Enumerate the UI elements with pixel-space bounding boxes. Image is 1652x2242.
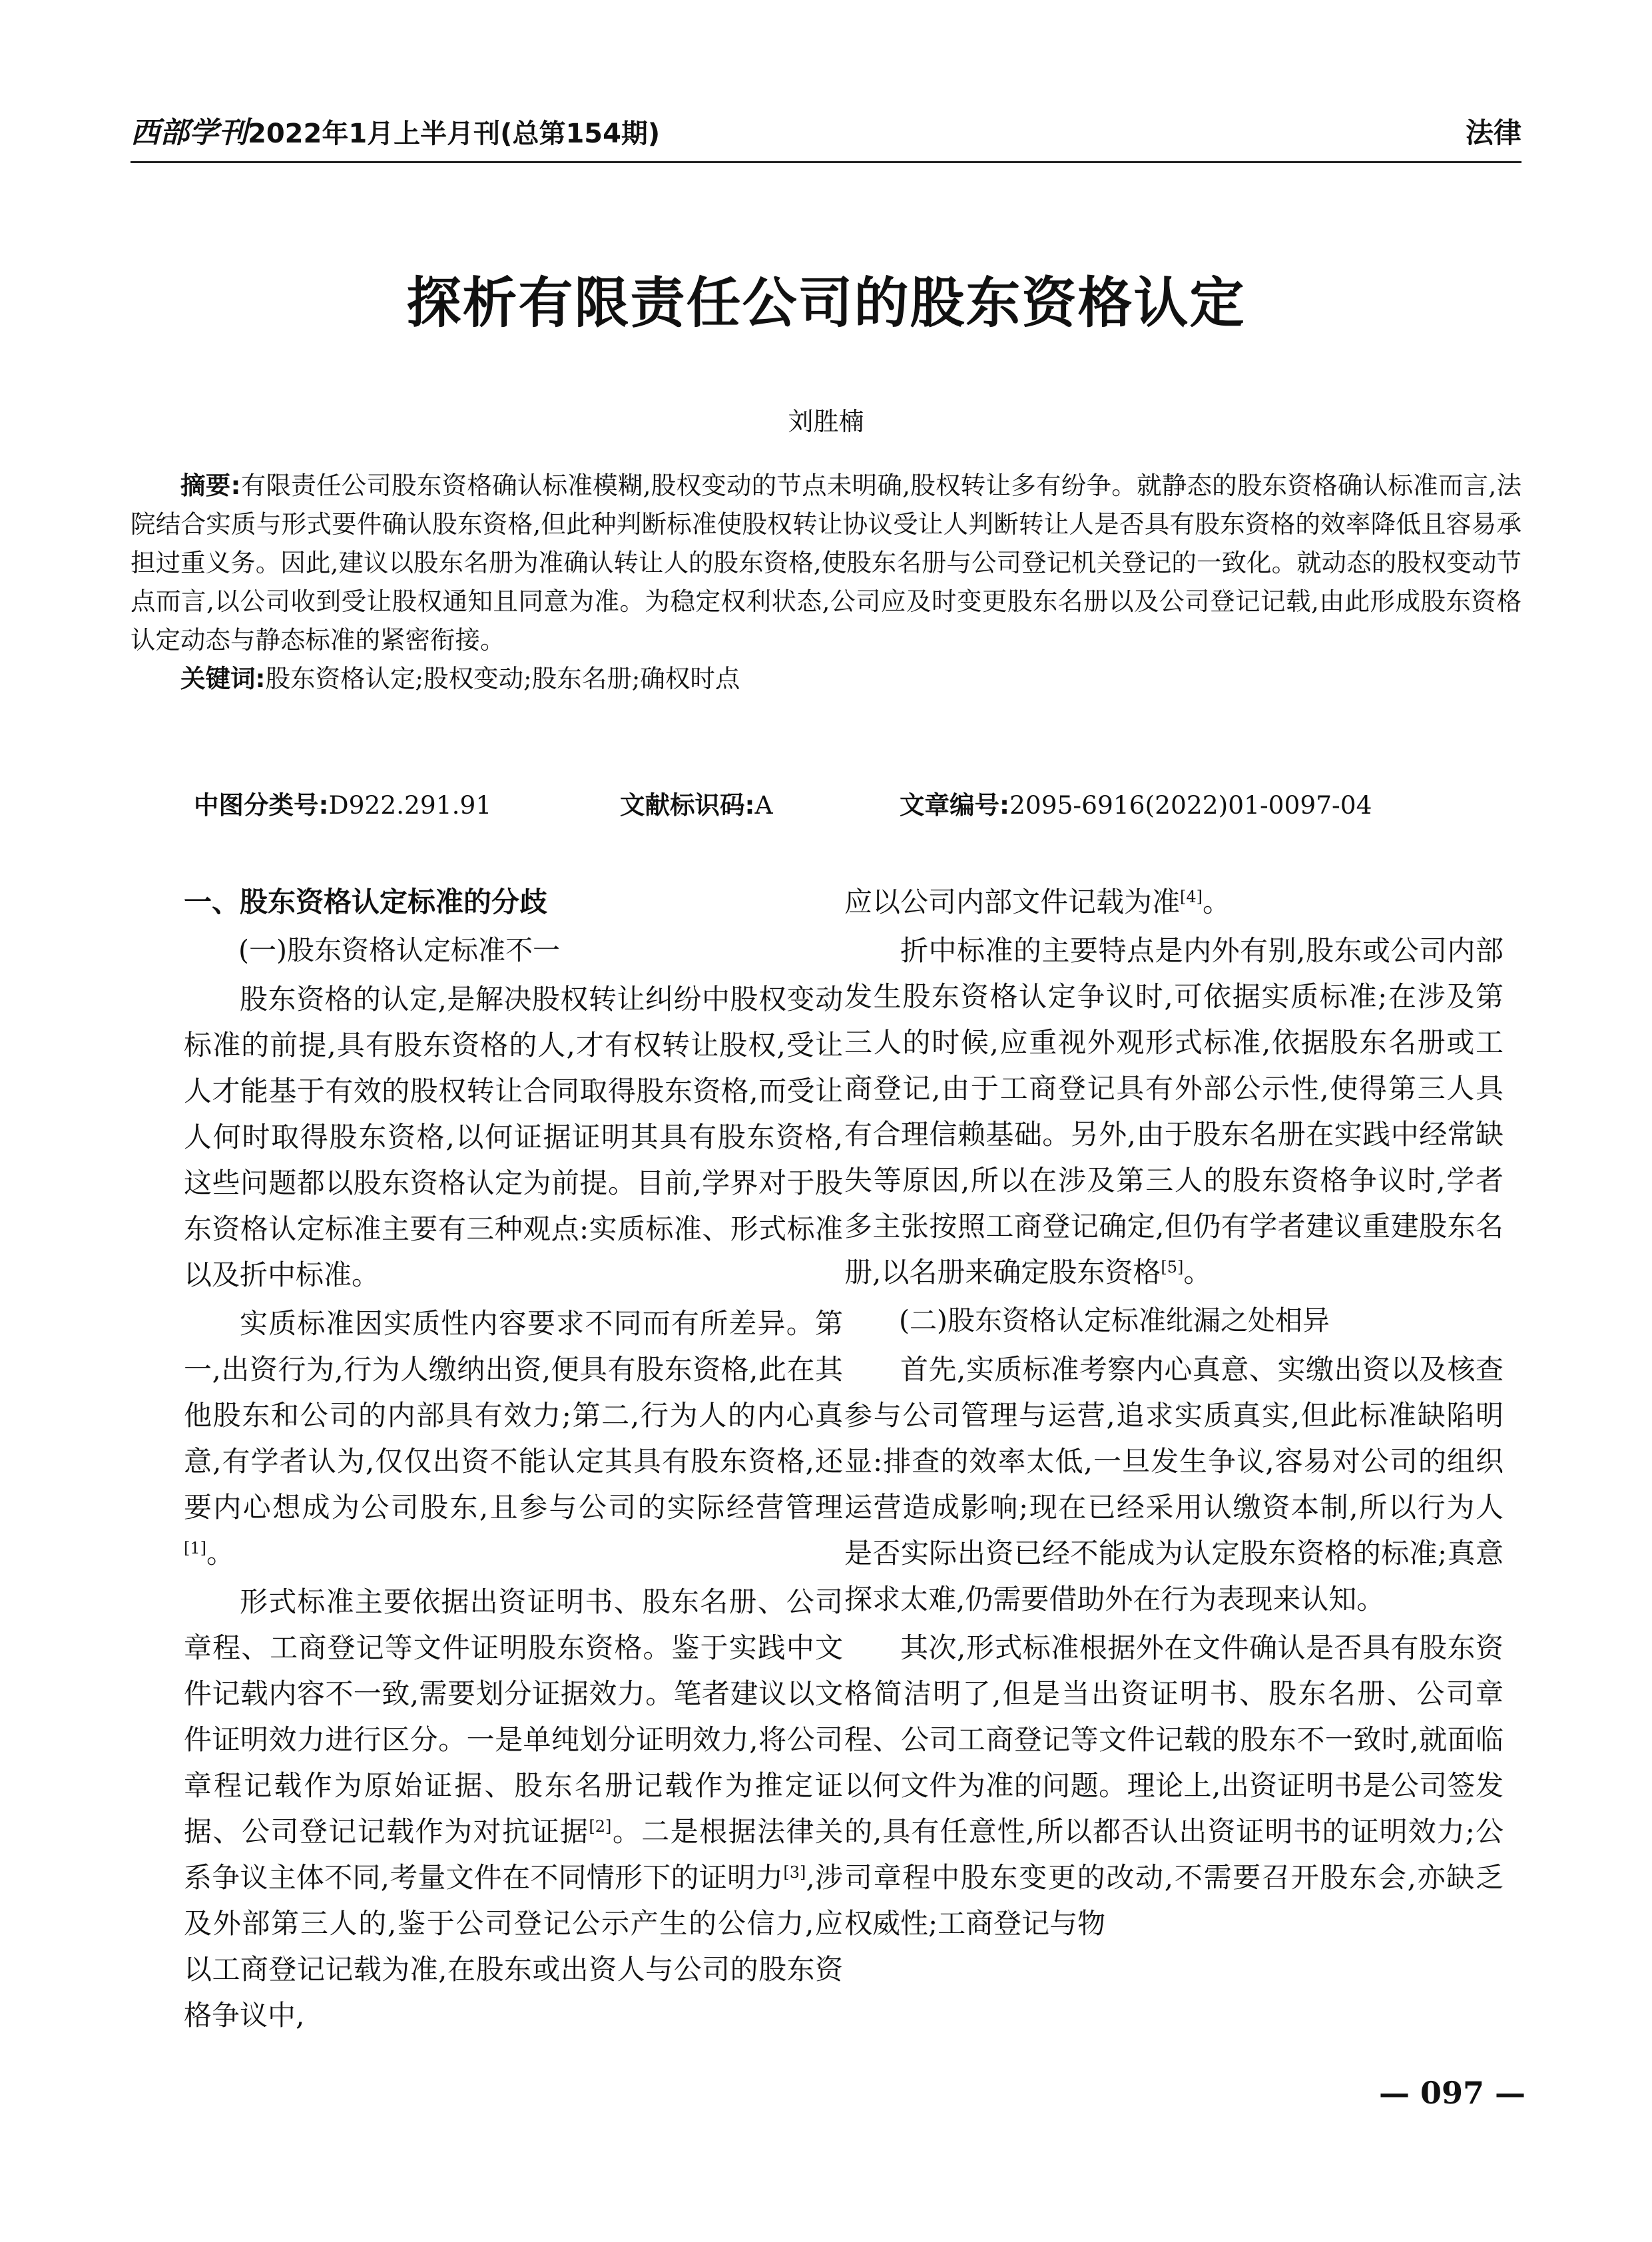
page-number: — 097 —: [1378, 2075, 1525, 2111]
clc-label: 中图分类号:: [194, 790, 329, 820]
left-column: [184, 879, 843, 2041]
doc-code-value: A: [754, 790, 773, 820]
document-code: [620, 786, 773, 824]
citation-ref: [5]: [1161, 1258, 1184, 1276]
right-column: [844, 879, 1504, 1949]
abstract-text: 有限责任公司股东资格确认标准模糊,股权变动的节点未明确,股权转让多有纷争。就静态的股东资格确认标准而言,法院结合实质与形式要件确认股东资格,但此种判断标准使股权转让协议受让人判断转让人是否具有股东资格的效率降低且容易承担过重义务。因此,建议以股东名册为准确认转让人的股东资格,使股东名册与公司登记机关登记的一致化。就动态的股权变动节点而言,以公司收到受让股权通知且同意为准。为稳定权利状态,公司应及时变更股东名册以及公司登记记载,由此形成股东资格认定动态与静态标准的紧密衔接。: [131, 471, 1521, 655]
paragraph-end: 。: [1183, 1256, 1212, 1288]
paragraph: 股东资格的认定,是解决股权转让纠纷中股权变动标准的前提,具有股东资格的人,才有权转让股权,受让人才能基于有效的股权转让合同取得股东资格,而受让人何时取得股东资格,以何证据证明其具有股东资格,这些问题都以股东资格认定为前提。目前,学界对于股东资格认定标准主要有三种观点:实质标准、形式标准以及折中标准。: [184, 983, 843, 1291]
journal-info: [131, 117, 660, 150]
section-tag: 法律: [1465, 117, 1521, 149]
paragraph: [184, 1579, 843, 2038]
paragraph-end: 。: [1203, 886, 1231, 918]
paragraph: [184, 1300, 843, 1576]
clc-value: D922.291.91: [328, 790, 492, 820]
issue-info: 2022年1月上半月刊(总第154期): [248, 119, 661, 149]
paragraph-text: ,涉及外部第三人的,鉴于公司登记公示产生的公信力,应以工商登记记载为准,在股东或出资人与公司的股东资格争议中,: [184, 1861, 843, 2032]
citation-ref: [2]: [589, 1817, 612, 1836]
section-heading-1: 一、股东资格认定标准的分歧: [184, 886, 548, 918]
citation-ref: [4]: [1180, 888, 1203, 906]
article-number-label: 文章编号:: [900, 790, 1009, 820]
paragraph-text: 形式标准主要依据出资证明书、股东名册、公司章程、工商登记等文件证明股东资格。鉴于实践中文件记载内容不一致,需要划分证据效力。笔者建议以文件证明效力进行区分。一是单纯划分证明效力,将公司章程记载作为原始证据、股东名册记载作为推定证据、公司登记记载作为对抗证据: [184, 1585, 843, 1848]
subsection-heading-1: (一)股东资格认定标准不一: [238, 934, 560, 966]
doc-code-label: 文献标识码:: [620, 790, 755, 820]
article-number: [900, 786, 1372, 824]
paragraph-continuation: [844, 879, 1504, 925]
keywords: [131, 659, 1521, 698]
paragraph: 首先,实质标准考察内心真意、实缴出资以及核查参与公司管理与运营,追求实质真实,但此标准缺陷明显:排查的效率太低,一旦发生争议,容易对公司的组织运营造成影响;现在已经采用认缴资本制,所以行为人是否实际出资已经不能成为认定股东资格的标准;真意探求太难,仍需要借助外在行为表现来认知。: [844, 1353, 1504, 1615]
subsection-heading-2: (二)股东资格认定标准纰漏之处相异: [899, 1304, 1330, 1336]
paragraph: [844, 928, 1504, 1295]
clc-code: [194, 786, 491, 824]
paragraph-text: 应以公司内部文件记载为准: [844, 886, 1181, 918]
paragraph: 其次,形式标准根据外在文件确认是否具有股东资格简洁明了,但是当出资证明书、股东名册、公司章程、公司工商登记等文件记载的股东不一致时,就面临以何文件为准的问题。理论上,出资证明书是公司签发的,具有任意性,所以都否认出资证明书的证明效力;公司章程中股东变更的改动,不需要召开股东会,亦缺乏权威性;工商登记与物: [844, 1631, 1504, 1940]
author-name: 刘胜楠: [788, 407, 864, 436]
paragraph-text: 实质标准因实质性内容要求不同而有所差异。第一,出资行为,行为人缴纳出资,便具有股东资格,此在其他股东和公司的内部具有效力;第二,行为人的内心真意,有学者认为,仅仅出资不能认定其具有股东资格,还要内心想成为公司股东,且参与公司的实际经营管理: [184, 1307, 843, 1524]
paragraph-text: 。二是根据法律关系争议主体不同,考量文件在不同情形下的证明力: [184, 1815, 843, 1894]
abstract-label: 摘要:: [180, 471, 241, 500]
citation-ref: [3]: [783, 1863, 806, 1882]
paragraph-text: 折中标准的主要特点是内外有别,股东或公司内部发生股东资格认定争议时,可依据实质标准;在涉及第三人的时候,应重视外观形式标准,依据股东名册或工商登记,由于工商登记具有外部公示性,使得第三人具有合理信赖基础。另外,由于股东名册在实践中经常缺失等原因,所以在涉及第三人的股东资格争议时,学者多主张按照工商登记确定,但仍有学者建议重建股东名册,以名册来确定股东资格: [844, 934, 1504, 1288]
keywords-text: 股东资格认定;股权变动;股东名册;确权时点: [265, 664, 740, 693]
paragraph-end: 。: [206, 1537, 235, 1569]
abstract-block: [131, 466, 1521, 698]
article-title: 探析有限责任公司的股东资格认定: [406, 271, 1246, 335]
article-number-value: 2095-6916(2022)01-0097-04: [1009, 790, 1372, 820]
abstract: [131, 466, 1521, 659]
classification-line: [194, 786, 1521, 826]
citation-ref: [1]: [184, 1539, 206, 1557]
journal-logo: 西部学刊: [131, 116, 248, 150]
keywords-label: 关键词:: [180, 664, 266, 693]
running-header: [131, 117, 1521, 163]
